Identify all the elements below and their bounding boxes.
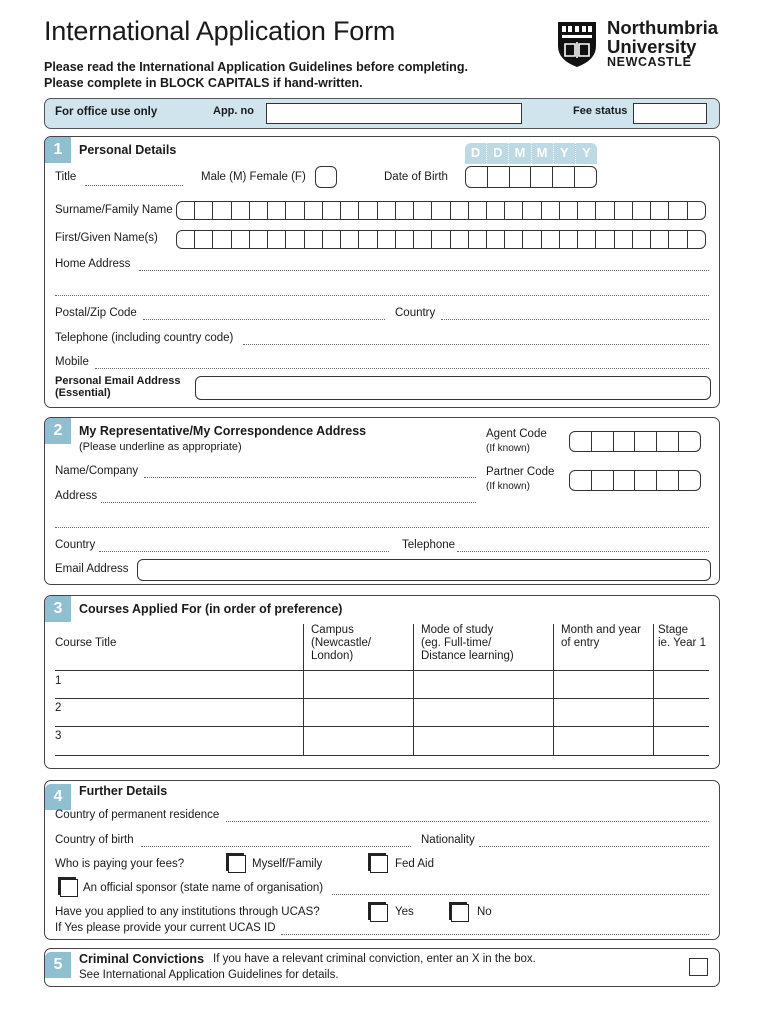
- surname-input[interactable]: [176, 201, 706, 220]
- birth-input[interactable]: [141, 846, 411, 847]
- col-campus: Campus (Newcastle/ London): [311, 624, 372, 662]
- ucas-id-input[interactable]: [281, 934, 709, 935]
- col-divider: [303, 624, 304, 756]
- country-input[interactable]: [441, 319, 709, 320]
- email-label: Email Address: [55, 563, 129, 575]
- section-title: Personal Details: [79, 143, 177, 157]
- section-title: Courses Applied For (in order of preference): [79, 602, 343, 616]
- country-input[interactable]: [99, 551, 389, 552]
- partner-code-input[interactable]: [569, 470, 701, 491]
- agent-known-label: (If known): [486, 443, 530, 454]
- email-label: Personal Email Address (Essential): [55, 375, 181, 399]
- section-number: 1: [45, 137, 71, 163]
- name-company-input[interactable]: [144, 477, 476, 478]
- fee-status-label: Fee status: [573, 105, 628, 117]
- instruction-block-capitals: Please complete in BLOCK CAPITALS if hand-written.: [44, 76, 363, 90]
- title-label: Title: [55, 171, 77, 183]
- mobile-label: Mobile: [55, 356, 89, 368]
- fee-status-input[interactable]: [633, 103, 707, 124]
- dob-label: Date of Birth: [384, 171, 448, 183]
- ucas-question: Have you applied to any institutions through UCAS?: [55, 906, 320, 918]
- agent-code-label: Agent Code: [486, 428, 547, 440]
- address-label: Address: [55, 490, 98, 502]
- dob-input[interactable]: [465, 166, 597, 188]
- fed-aid-label: Fed Aid: [395, 858, 434, 870]
- telephone-label: Telephone (including country code): [55, 332, 234, 344]
- email-input[interactable]: [137, 559, 711, 581]
- section-representative: [44, 417, 720, 585]
- address-input-1[interactable]: [101, 502, 476, 503]
- residence-label: Country of permanent residence: [55, 809, 220, 821]
- postal-label: Postal/Zip Code: [55, 307, 137, 319]
- table-row[interactable]: 1: [55, 675, 62, 687]
- ucas-yes-label: Yes: [395, 906, 414, 918]
- col-divider: [413, 624, 414, 756]
- telephone-input[interactable]: [457, 551, 709, 552]
- firstname-input[interactable]: [176, 230, 706, 249]
- partner-known-label: (If known): [486, 481, 530, 492]
- logo-name: Northumbria University: [607, 17, 718, 57]
- ucas-no-label: No: [477, 906, 492, 918]
- sponsor-checkbox[interactable]: [60, 879, 78, 897]
- sponsor-input[interactable]: [332, 894, 709, 895]
- nationality-label: Nationality: [421, 834, 475, 846]
- logo-city: NEWCASTLE: [607, 55, 692, 69]
- surname-label: Surname/Family Name: [55, 204, 173, 216]
- nationality-input[interactable]: [479, 846, 709, 847]
- section-further-details: [44, 780, 720, 940]
- office-use-bar: [44, 98, 720, 129]
- home-address-input-1[interactable]: [139, 270, 709, 271]
- ucas-yes-checkbox[interactable]: [370, 904, 388, 922]
- row-divider: [55, 670, 709, 671]
- section-number: 5: [45, 952, 71, 978]
- telephone-input[interactable]: [243, 344, 709, 345]
- col-stage: Stage ie. Year 1: [658, 624, 706, 649]
- table-row[interactable]: 2: [55, 702, 62, 714]
- page-title: International Application Form: [44, 16, 396, 46]
- col-entry: Month and year of entry: [561, 624, 641, 649]
- conviction-guidelines: See International Application Guidelines for details.: [79, 969, 339, 981]
- ucas-id-label: If Yes please provide your current UCAS ID: [55, 922, 276, 934]
- section-title: Criminal Convictions: [79, 952, 205, 966]
- gender-input[interactable]: [315, 166, 337, 188]
- col-divider: [653, 624, 654, 756]
- section-subtitle: (Please underline as appropriate): [79, 441, 242, 453]
- section-personal-details: [44, 136, 720, 408]
- fed-aid-checkbox[interactable]: [370, 855, 388, 873]
- birth-label: Country of birth: [55, 834, 134, 846]
- residence-input[interactable]: [226, 821, 709, 822]
- row-divider: [55, 755, 709, 756]
- partner-code-label: Partner Code: [486, 466, 555, 478]
- app-no-label: App. no: [213, 105, 254, 117]
- row-divider: [55, 726, 709, 727]
- section-criminal-convictions: [44, 948, 720, 987]
- gender-label: Male (M) Female (F): [201, 171, 306, 183]
- table-row[interactable]: 3: [55, 730, 62, 742]
- firstname-label: First/Given Name(s): [55, 232, 158, 244]
- app-no-input[interactable]: [266, 103, 522, 124]
- office-use-label: For office use only: [55, 106, 158, 118]
- dob-header: D D M M Y Y: [465, 143, 597, 164]
- section-number: 2: [45, 418, 71, 444]
- row-divider: [55, 698, 709, 699]
- email-input[interactable]: [195, 376, 711, 400]
- country-label: Country: [55, 539, 96, 551]
- myself-family-checkbox[interactable]: [228, 855, 246, 873]
- section-courses: [44, 595, 720, 769]
- section-title: My Representative/My Correspondence Address: [79, 424, 367, 438]
- sponsor-label: An official sponsor (state name of organisation): [83, 882, 324, 894]
- myself-family-label: Myself/Family: [252, 858, 323, 870]
- conviction-instruction: If you have a relevant criminal conviction, enter an X in the box.: [213, 953, 536, 965]
- col-divider: [553, 624, 554, 756]
- fees-question: Who is paying your fees?: [55, 858, 185, 870]
- telephone-label: Telephone: [402, 539, 456, 551]
- section-number: 3: [45, 596, 71, 622]
- mobile-input[interactable]: [95, 368, 709, 369]
- col-mode: Mode of study (eg. Full-time/ Distance learning): [421, 624, 514, 662]
- instruction-guidelines: Please read the International Application Guidelines before completing.: [44, 60, 468, 74]
- home-address-label: Home Address: [55, 258, 131, 270]
- country-label: Country: [395, 307, 436, 319]
- address-input-2[interactable]: [55, 527, 709, 528]
- section-number: 4: [45, 784, 71, 810]
- shield-crest-icon: [556, 20, 598, 68]
- section-title: Further Details: [79, 784, 168, 798]
- postal-input[interactable]: [143, 319, 385, 320]
- home-address-input-2[interactable]: [55, 295, 709, 296]
- name-company-label: Name/Company: [55, 465, 139, 477]
- agent-code-input[interactable]: [569, 431, 701, 452]
- ucas-no-checkbox[interactable]: [451, 904, 469, 922]
- title-input[interactable]: [85, 185, 183, 186]
- col-course-title: Course Title: [55, 637, 117, 649]
- conviction-checkbox[interactable]: [689, 958, 708, 976]
